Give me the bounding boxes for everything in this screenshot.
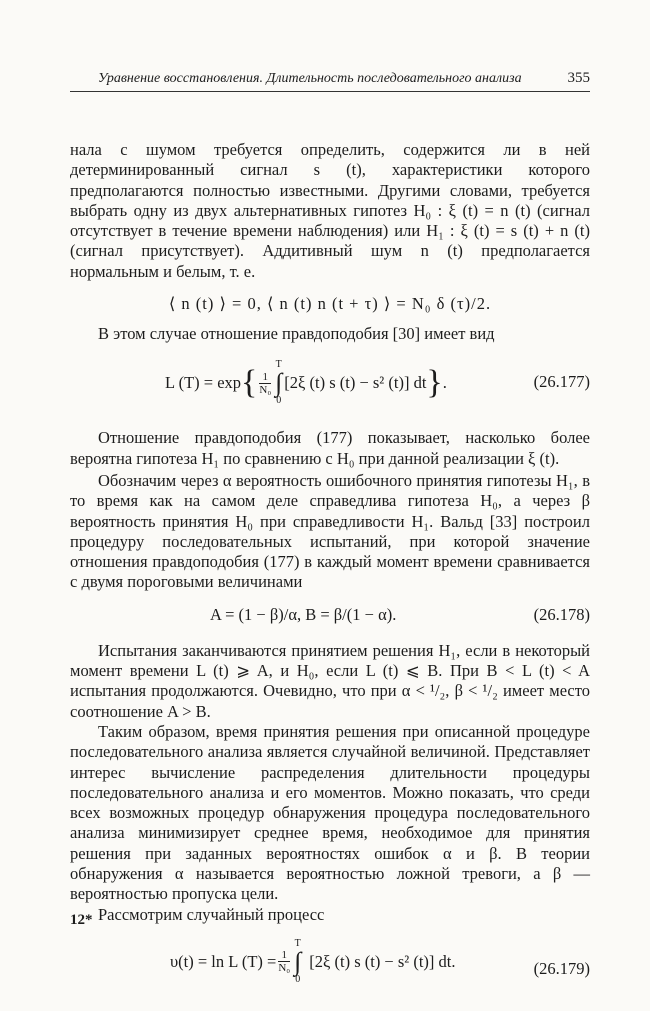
- f178-expression: A = (1 − β)/α, B = β/(1 − α).: [210, 604, 397, 624]
- equation-number-178: (26.178): [533, 604, 590, 624]
- paragraph-4: Обозначим через α вероятность ошибочного принятия гипотезы H₁, в то время как на самом деле справедлива гипотеза H₀, а через β вероятность принятия H₀ при справедливости H₁. Вальд [33] построил процедуру последовательных испытаний, при которой значение отношения правдоподобия (177) в каждый момент времени сравнивается с двумя пороговыми величинами: [70, 470, 590, 592]
- running-header: [70, 70, 590, 92]
- f177-frac-num: 1: [262, 370, 269, 383]
- f177-fraction: [259, 371, 271, 396]
- formula-26-177: [70, 352, 590, 414]
- paragraph-6: Таким образом, время принятия решения при описанной процедуре последовательного анализа является случайной величиной. Представляет интерес вычисление распределения длительности процедуры последовательного анализа и его моментов. Можно показать, что среди всех возможных процедур обнаружения процедура последовательного анализа минимизирует среднее время, необходимое для принятия решения при заданных вероятностях ошибок α и β. В теории обнаружения α называется вероятностью ложной тревоги, а β — вероятностью пропуска цели.: [70, 721, 590, 904]
- left-brace: {: [241, 364, 258, 402]
- paragraph-3: Отношение правдоподобия (177) показывает, насколько более вероятна гипотеза H₁ по сравнению с H₀ при данной реализации ξ (t).: [70, 428, 590, 468]
- paragraph-2: В этом случае отношение правдоподобия [30] имеет вид: [98, 324, 495, 344]
- signature-mark: 12*: [70, 912, 93, 928]
- f179-left: υ(t) = ln L (T) =: [170, 951, 277, 971]
- formula-26-179: [70, 933, 590, 1011]
- f177-lower: 0: [276, 395, 282, 407]
- integral-sign: T ∫ 0: [294, 937, 302, 985]
- f177-integrand: [2ξ (t) s (t) − s² (t)] dt: [284, 373, 427, 393]
- right-brace: }: [426, 364, 443, 402]
- integral-sign: T ∫ 0: [275, 359, 283, 407]
- f177-tail: .: [442, 373, 447, 393]
- equation-number-179: (26.179): [533, 958, 590, 978]
- page-number: 355: [567, 70, 590, 86]
- f177-left: L (T) = exp: [165, 373, 242, 393]
- f179-frac-num: 1: [281, 949, 287, 962]
- formula-26-178: [70, 599, 590, 631]
- paragraph-7: Рассмотрим случайный процесс: [98, 904, 325, 924]
- f179-integrand: [2ξ (t) s (t) − s² (t)] dt.: [309, 951, 456, 971]
- running-title: Уравнение восстановления. Длительность последовательного анализа: [98, 71, 522, 86]
- f179-fraction: [278, 949, 290, 974]
- paragraph-5: Испытания заканчиваются принятием решения H₁, если в некоторый момент времени L (t) ⩾ A, и H₀, если L (t) ⩽ B. При B < L (t) < A испытания продолжаются. Очевидно, что при α < ¹/₂, β < ¹/₂ имеет место соотношение A > B.: [70, 640, 590, 721]
- page-body: [70, 70, 590, 1011]
- f179-upper: T: [294, 937, 301, 949]
- formula-noise-correlation: ⟨ n (t) ⟩ = 0, ⟨ n (t) n (t + τ) ⟩ = N₀ δ (τ)/2.: [168, 294, 492, 314]
- equation-number-177: (26.177): [533, 372, 590, 392]
- paragraph-1: нала с шумом требуется определить, содержится ли в ней детерминированный сигнал s (t), характеристики которого предполагаются полностью известными. Другими словами, требуется выбрать одну из двух альтернативных гипотез H₀ : ξ (t) = n (t) (сигнал отсутствует в течение времени наблюдения) или H₁ : ξ (t) = s (t) + n (t) (сигнал присутствует). Аддитивный шум n (t) предполагается нормальным и белым, т. е.: [70, 140, 590, 281]
- f177-frac-den: N₀: [259, 383, 272, 396]
- f179-lower: 0: [295, 973, 301, 985]
- f177-upper: T: [275, 359, 282, 371]
- f179-frac-den: N₀: [278, 962, 291, 975]
